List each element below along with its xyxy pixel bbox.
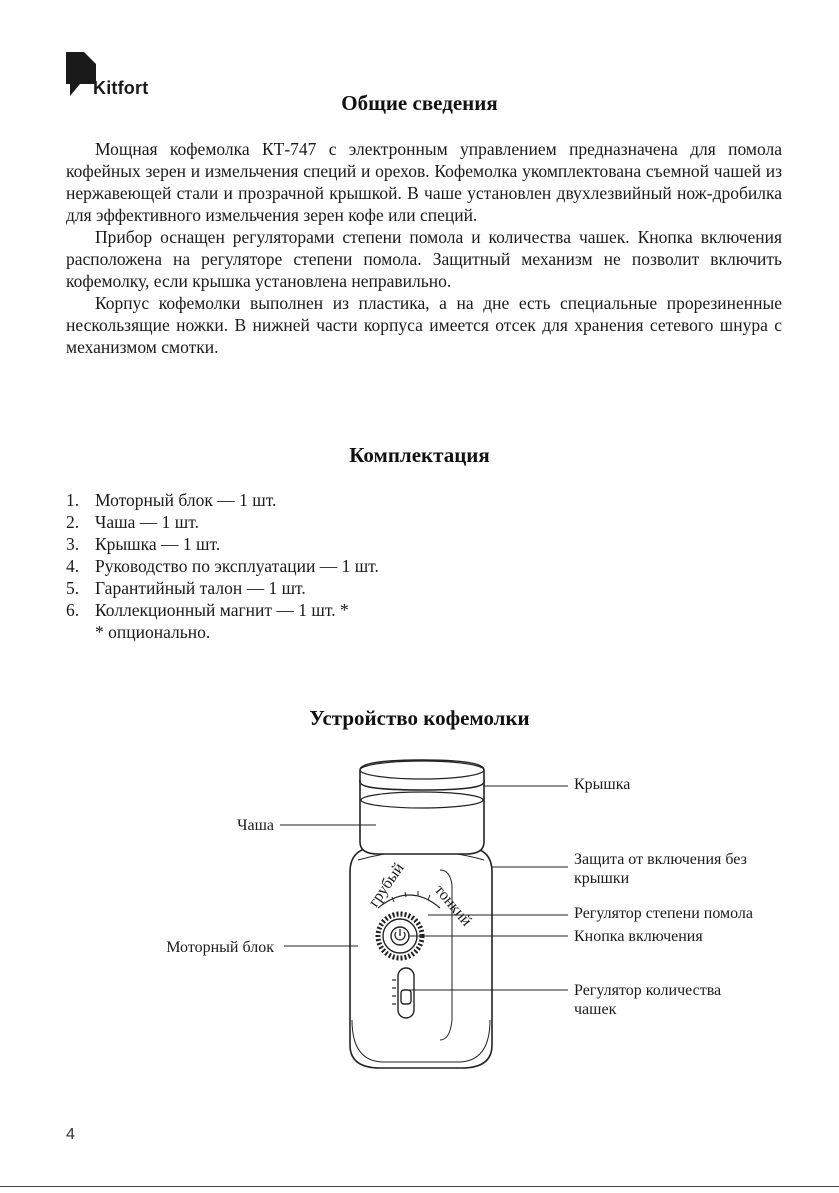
item-text: Моторный блок — 1 шт. <box>95 490 277 510</box>
label-protection-line2: крышки <box>574 870 630 887</box>
item-text: Гарантийный талон — 1 шт. <box>95 578 306 598</box>
list-item <box>66 489 666 511</box>
item-number: 3. <box>66 534 80 554</box>
list-item <box>66 577 666 599</box>
section-title-kit: Комплектация <box>349 443 490 467</box>
label-grind-regulator: Регулятор степени помола <box>574 905 754 922</box>
label-motor-block: Моторный блок <box>166 939 274 956</box>
dial-label-coarse: грубый <box>365 859 408 911</box>
item-text: Чаша — 1 шт. <box>95 512 199 532</box>
list-note: * опционально. <box>95 622 211 642</box>
item-number: 6. <box>66 600 80 620</box>
bottom-divider <box>0 1186 839 1187</box>
item-number: 2. <box>66 512 80 532</box>
label-protection-line1: Защита от включения без <box>574 851 747 868</box>
label-cups-regulator-line1: Регулятор количества <box>574 982 722 999</box>
lid <box>360 760 484 790</box>
list-item <box>66 511 666 533</box>
paragraph: Мощная кофемолка КТ-747 с электронным управлением предназначена для помола кофейных зерен и измельчения специй и орехов. Кофемолка укомплектована съемной чашей из нержавеющей стали и прозрачной крышкой. В чаше установлен двухлезвийный нож-дробилка для эффективного измельчения зерен кофе или специй. <box>66 139 782 225</box>
section-title-device: Устройство кофемолки <box>309 706 530 730</box>
kit-list <box>66 489 666 643</box>
item-number: 5. <box>66 578 80 598</box>
item-text: Коллекционный магнит — 1 шт. * <box>95 600 349 620</box>
label-lid: Крышка <box>574 776 631 793</box>
item-number: 4. <box>66 556 80 576</box>
kitfort-logo-mark-icon <box>66 52 96 96</box>
item-number: 1. <box>66 490 80 510</box>
section-title-general: Общие сведения <box>341 91 498 115</box>
dial-label-fine: тонкий <box>430 881 475 930</box>
motor-body <box>350 847 492 1068</box>
general-paragraphs <box>66 138 782 358</box>
item-text: Крышка — 1 шт. <box>95 534 221 554</box>
paragraph: Прибор оснащен регуляторами степени помола и количества чашек. Кнопка включения расположена на регуляторе степени помола. Защитный механизм не позволит включить кофемолку, если крышка установлена неправильно. <box>66 227 782 291</box>
list-item <box>66 599 666 621</box>
label-power-button: Кнопка включения <box>574 928 703 945</box>
list-item <box>66 555 666 577</box>
label-cups-regulator-line2: чашек <box>574 1001 617 1018</box>
bowl <box>360 780 484 854</box>
list-item <box>66 533 666 555</box>
page-number: 4 <box>66 1126 75 1143</box>
item-text: Руководство по эксплуатации — 1 шт. <box>95 556 379 576</box>
label-bowl: Чаша <box>237 817 274 834</box>
brand-name: Kitfort <box>93 78 149 98</box>
paragraph: Корпус кофемолки выполнен из пластика, а на дне есть специальные прорезиненные нескользящие ножки. В нижней части корпуса имеется отсек для хранения сетевого шнура с механизмом смотки. <box>66 293 782 357</box>
coffee-grinder-diagram <box>0 750 839 1090</box>
